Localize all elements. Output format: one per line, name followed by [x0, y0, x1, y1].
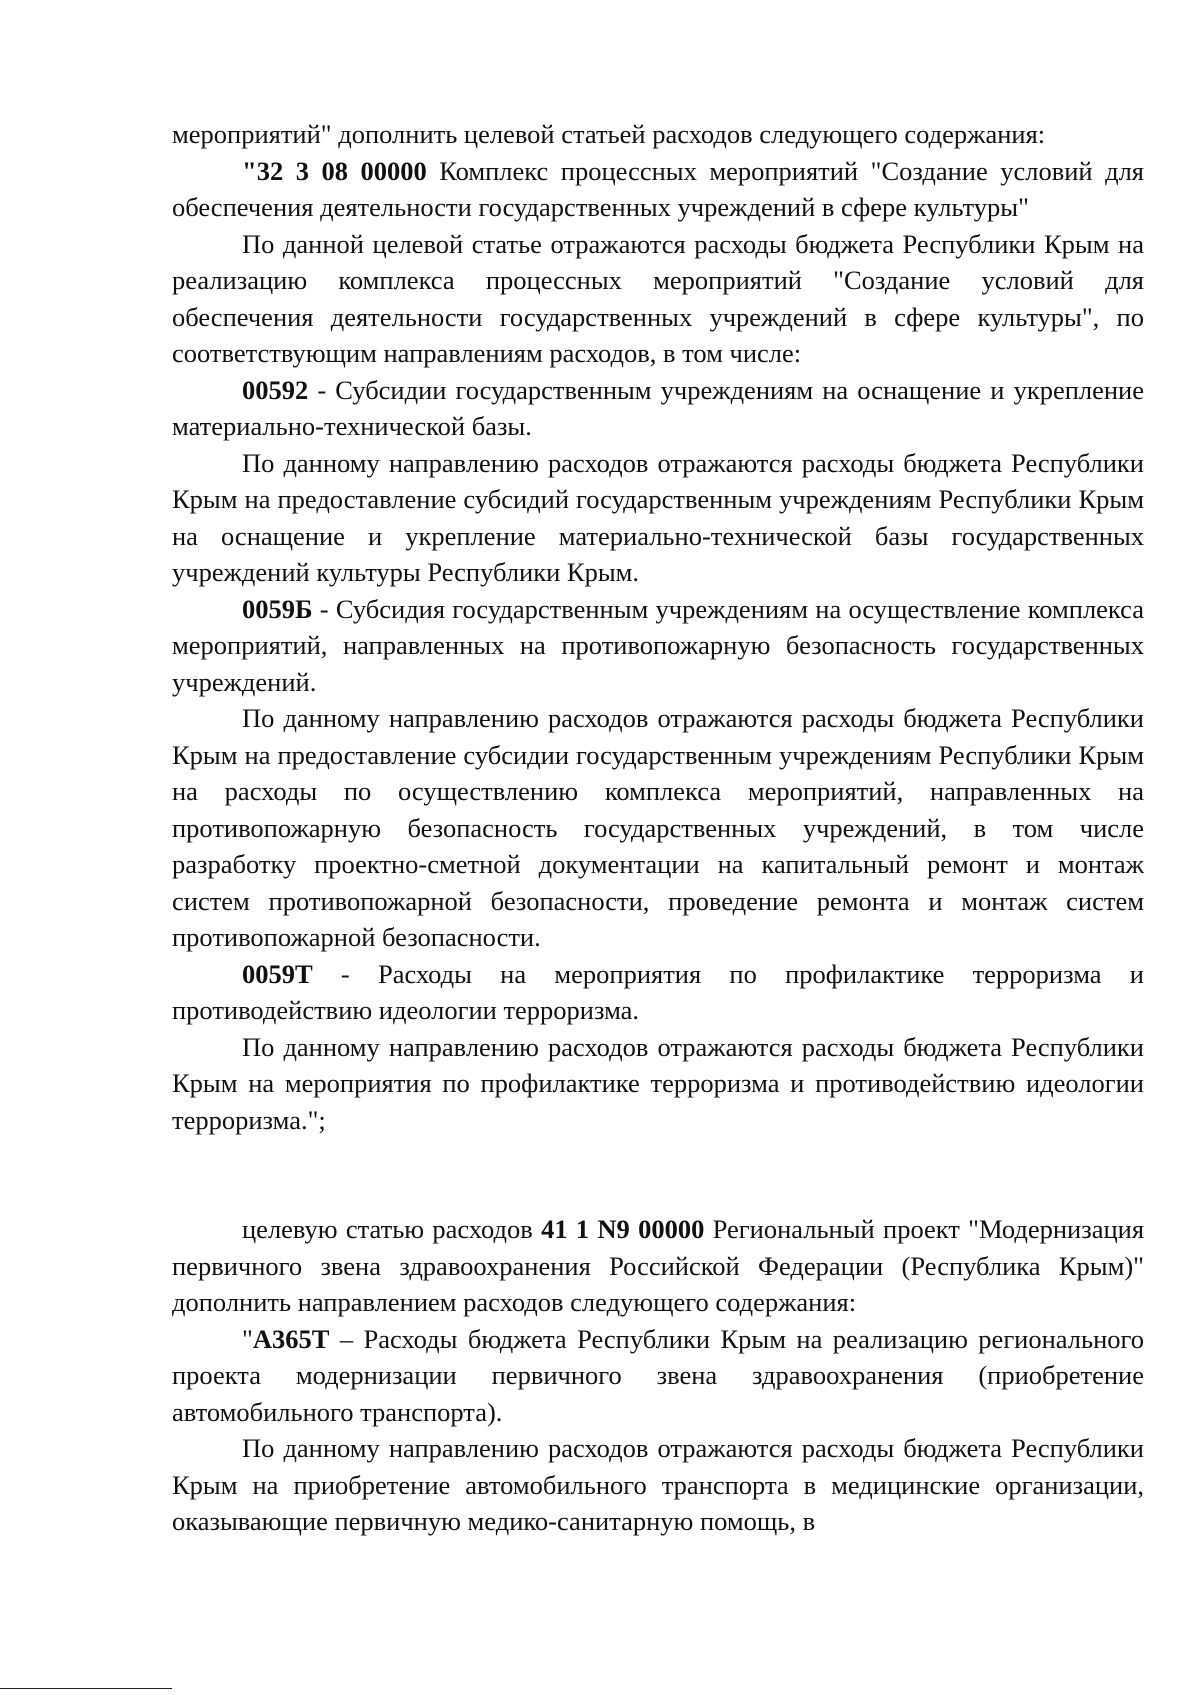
paragraph-text: – Расходы бюджета Республики Крым на реализацию регионального проекта модернизации первичного звена здравоохранения (приобретение автомобильного транспорта).	[172, 1323, 1144, 1427]
paragraph-text: Комплекс процессных мероприятий "Создание условий для обеспечения деятельности государственных учреждений в сфере культуры"	[172, 155, 1145, 222]
paragraph-description	[172, 445, 1144, 591]
budget-code: "32 3 08 00000	[242, 155, 427, 186]
paragraph-code-0059t	[172, 956, 1144, 1029]
document-body	[172, 116, 1144, 1540]
paragraph-text: - Расходы на мероприятия по профилактике терроризма и противодействию идеологии терроризма.	[172, 958, 1144, 1025]
paragraph-text: По данному направлению расходов отражаются расходы бюджета Республики Крым на приобретение автомобильного транспорта в медицинские организации, оказывающие первичную медико-санитарную помощь, в	[172, 1433, 1144, 1536]
paragraph-text: По данному направлению расходов отражаются расходы бюджета Республики Крым на мероприятия по профилактике терроризма и противодействию идеологии терроризма.";	[172, 1031, 1144, 1135]
paragraph-text: целевую статью расходов	[242, 1214, 542, 1244]
paragraph-target-article-41	[172, 1211, 1144, 1321]
paragraph-description	[172, 1029, 1144, 1139]
paragraph-text: Региональный проект "Модернизация первичного звена здравоохранения Российской Федерации (Республика Крым)" дополнить направлением расходов следующего содержания:	[172, 1214, 1145, 1317]
paragraph-description	[172, 226, 1144, 372]
paragraph-text: мероприятий" дополнить целевой статьей расходов следующего содержания:	[172, 119, 1046, 149]
budget-code: А365Т	[252, 1323, 330, 1354]
paragraph-text: По данному направлению расходов отражаются расходы бюджета Республики Крым на предоставление субсидии государственным учреждениям Республики Крым на расходы по осуществлению комплекса мероприятий, направленных на противопожарную безопасность государственных учреждений, в том числе разработку проектно-сметной документации на капитальный ремонт и монтаж систем противопожарной безопасности, проведение ремонта и монтаж систем противопожарной безопасности.	[172, 703, 1144, 952]
paragraph-text: - Субсидии государственным учреждениям на оснащение и укрепление материально-технической базы.	[172, 374, 1144, 441]
paragraph-code-a365t	[172, 1321, 1144, 1431]
paragraph-code-00592	[172, 372, 1144, 445]
footnote-separator	[0, 1688, 172, 1689]
paragraph-text: По данному направлению расходов отражаются расходы бюджета Республики Крым на предоставление субсидий государственным учреждениям Республики Крым на оснащение и укрепление материально-технической базы государственных учреждений культуры Республики Крым.	[172, 447, 1144, 587]
paragraph-code-0059b	[172, 591, 1144, 701]
paragraph-text: По данной целевой статье отражаются расходы бюджета Республики Крым на реализацию комплекса процессных мероприятий "Создание условий для обеспечения деятельности государственных учреждений в сфере культуры", по соответствующим направлениям расходов, в том числе:	[172, 228, 1144, 368]
paragraph-description	[172, 700, 1144, 956]
budget-code: 41 1 N9 00000	[541, 1214, 705, 1244]
budget-code: 0059Б	[242, 593, 313, 624]
paragraph-target-article-32	[172, 153, 1144, 226]
budget-code: 00592	[242, 374, 309, 405]
budget-code: 0059Т	[242, 958, 313, 989]
paragraph-text: "	[242, 1323, 253, 1354]
paragraph-gap	[172, 1138, 1144, 1211]
paragraph-description	[172, 1430, 1144, 1540]
paragraph-continuation	[172, 116, 1144, 153]
paragraph-text: - Субсидия государственным учреждениям на осуществление комплекса мероприятий, направленных на противопожарную безопасность государственных учреждений.	[172, 593, 1144, 697]
